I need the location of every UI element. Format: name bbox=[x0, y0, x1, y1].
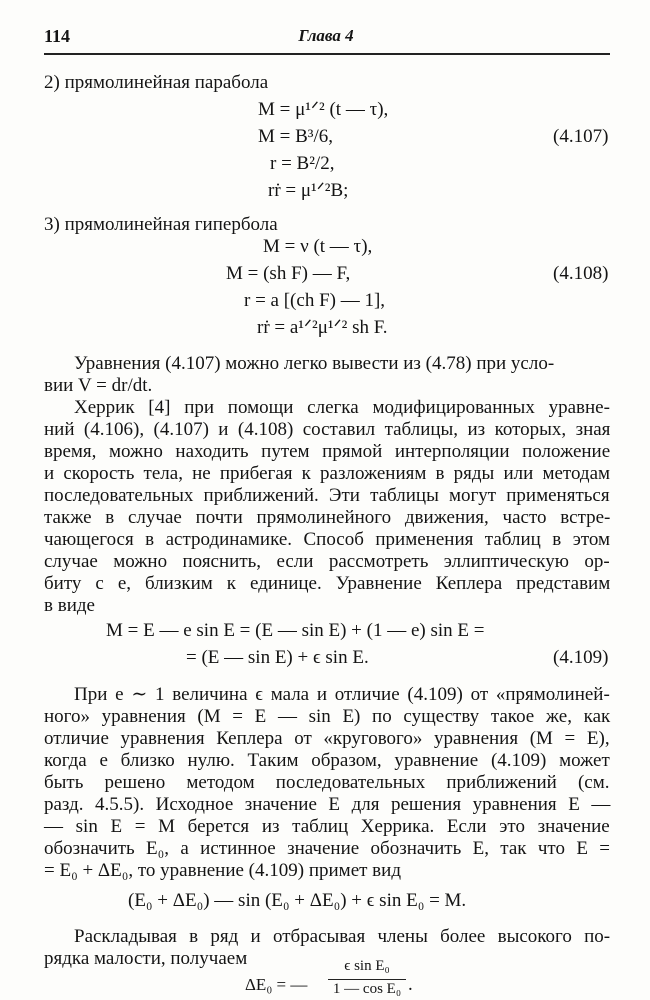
text-line: отличие уравнения Кеплера от «кругового» уравнения (M = E), bbox=[44, 728, 610, 749]
text-line: случае можно пояснить, если рассмотреть эллиптическую ор- bbox=[44, 551, 610, 572]
equation-line: rṙ = a¹ᐟ²μ¹ᐟ² sh F. bbox=[257, 317, 388, 338]
equation-line: r = a [(ch F) — 1], bbox=[244, 290, 386, 311]
equation-period: . bbox=[408, 974, 413, 995]
text-line: чающегося в астродинамике. Способ применения таблиц в этом bbox=[44, 529, 611, 550]
equation-number: (4.108) bbox=[553, 263, 609, 284]
text-line: ний (4.106), (4.107) и (4.108) составил таблицы, из которых, зная bbox=[44, 419, 611, 440]
equation-number: (4.107) bbox=[553, 126, 609, 147]
fraction-numerator: ϵ sin E₀ bbox=[344, 958, 390, 974]
text-line: в виде bbox=[44, 595, 95, 616]
fraction-denominator: 1 — cos E₀ bbox=[332, 981, 402, 997]
text-line: время, можно находить путем прямой интерполяции положение bbox=[44, 441, 611, 462]
text-line: ного» уравнения (M = E — sin E) по существу такое же, как bbox=[44, 706, 611, 727]
text-line: разд. 4.5.5). Исходное значение E для решения уравнения E — bbox=[44, 794, 611, 815]
equation-line: M = μ¹ᐟ² (t — τ), bbox=[258, 99, 389, 120]
text-line: Херрик [4] при помощи слегка модифицированных уравне- bbox=[74, 397, 610, 418]
text-line: последовательных приближений. Эти таблицы могут применяться bbox=[44, 485, 610, 506]
text-line: и скорость тела, не прибегая к разложениям в ряды или методам bbox=[44, 463, 611, 484]
text-line: быть решено методом последовательных приближений (см. bbox=[44, 772, 610, 793]
section-heading: 2) прямолинейная парабола bbox=[44, 72, 269, 93]
text-line: биту с e, близким к единице. Уравнение Кеплера представим bbox=[44, 573, 611, 594]
text-line: также в случае почти прямолинейного движения, часто встре- bbox=[44, 507, 611, 528]
equation-line: = (E — sin E) + ϵ sin E. bbox=[186, 647, 369, 668]
section-heading: 3) прямолинейная гипербола bbox=[44, 214, 278, 235]
text-line: = E₀ + ΔE₀, то уравнение (4.109) примет вид bbox=[44, 860, 401, 881]
running-header bbox=[44, 26, 608, 48]
text-line: когда e близко нулю. Таким образом, уравнение (4.109) может bbox=[44, 750, 610, 771]
equation-line: rṙ = μ¹ᐟ²B; bbox=[268, 180, 349, 201]
equation-number: (4.109) bbox=[553, 647, 609, 668]
equation-line: M = (sh F) — F, bbox=[226, 263, 351, 284]
equation-line: M = ν (t — τ), bbox=[263, 236, 373, 257]
equation-line: M = B³/6, bbox=[258, 126, 334, 147]
equation-line: M = E — e sin E = (E — sin E) + (1 — e) sin E = bbox=[106, 620, 485, 641]
text-line: вии V = dr/dt. bbox=[44, 375, 153, 396]
text-line: рядка малости, получаем bbox=[44, 948, 248, 969]
text-line: При e ∼ 1 величина ϵ мала и отличие (4.109) от «прямолиней- bbox=[74, 684, 610, 705]
header-rule bbox=[44, 53, 610, 55]
text-line: обозначить E₀, а истинное значение обозначить E, так что E = bbox=[44, 838, 610, 859]
equation-line: r = B²/2, bbox=[270, 153, 335, 174]
fraction-bar bbox=[328, 979, 406, 980]
equation-lhs: ΔE₀ = — bbox=[245, 975, 308, 994]
chapter-title: Глава 4 bbox=[298, 26, 354, 45]
page-number: 114 bbox=[44, 26, 71, 46]
text-line: — sin E = M берется из таблиц Херрика. Если это значение bbox=[44, 816, 610, 837]
equation-line: (E₀ + ΔE₀) — sin (E₀ + ΔE₀) + ϵ sin E₀ = M. bbox=[128, 890, 467, 911]
fraction bbox=[328, 958, 406, 1000]
text-line: Раскладывая в ряд и отбрасывая члены более высокого по- bbox=[74, 926, 611, 947]
text-line: Уравнения (4.107) можно легко вывести из (4.78) при усло- bbox=[74, 353, 555, 374]
